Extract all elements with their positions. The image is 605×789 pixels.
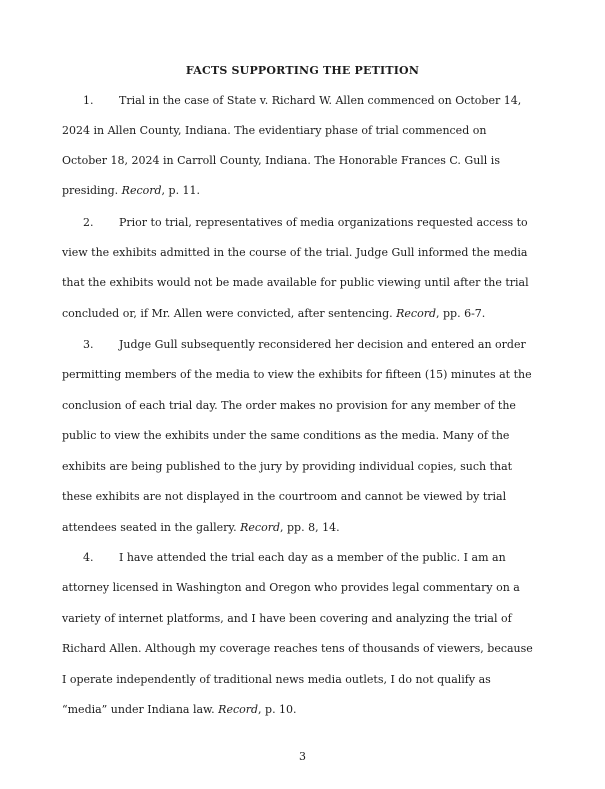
page-number: 3	[299, 750, 306, 763]
paragraph-line: these exhibits are not displayed in the courtroom and cannot be viewed by trial	[62, 490, 507, 503]
paragraph-number: 4.	[83, 551, 94, 564]
paragraph-line: 4. I have attended the trial each day as a member of the public. I am an	[83, 551, 506, 564]
paragraph-line: concluded or, if Mr. Allen were convicted, after sentencing. Record, pp. 6-7.	[62, 307, 486, 320]
paragraph-line: 2024 in Allen County, Indiana. The evidentiary phase of trial commenced on	[62, 124, 487, 137]
paragraph-number: 2.	[83, 216, 94, 229]
record-citation: Record	[240, 521, 281, 534]
paragraph-line: 2. Prior to trial, representatives of media organizations requested access to	[83, 216, 528, 229]
record-citation: Record	[121, 184, 162, 197]
paragraph-number: 1.	[83, 94, 94, 107]
paragraph-line: October 18, 2024 in Carroll County, Indiana. The Honorable Frances C. Gull is	[62, 154, 500, 167]
paragraph-line: I operate independently of traditional news media outlets, I do not qualify as	[62, 673, 491, 686]
paragraph-line: 1. Trial in the case of State v. Richard W. Allen commenced on October 14,	[83, 94, 522, 107]
section-heading: FACTS SUPPORTING THE PETITION	[185, 64, 420, 77]
paragraph-line: variety of internet platforms, and I have been covering and analyzing the trial of	[62, 612, 512, 625]
paragraph-line: exhibits are being published to the jury by providing individual copies, such that	[62, 460, 513, 473]
paragraph-line: that the exhibits would not be made available for public viewing until after the trial	[62, 276, 529, 289]
paragraph-number: 3.	[83, 338, 94, 351]
record-citation: Record	[396, 307, 437, 320]
paragraph-line: Richard Allen. Although my coverage reaches tens of thousands of viewers, because	[62, 642, 533, 655]
paragraph-line: attendees seated in the gallery. Record, pp. 8, 14.	[62, 521, 340, 534]
paragraph-line: attorney licensed in Washington and Oregon who provides legal commentary on a	[62, 581, 520, 594]
paragraph-line: 3. Judge Gull subsequently reconsidered her decision and entered an order	[83, 338, 526, 351]
paragraph-line: presiding. Record, p. 11.	[62, 184, 201, 197]
paragraph-line: “media” under Indiana law. Record, p. 10.	[62, 703, 297, 716]
paragraph-line: conclusion of each trial day. The order makes no provision for any member of the	[62, 399, 516, 412]
paragraph-line: permitting members of the media to view the exhibits for fifteen (15) minutes at the	[62, 368, 532, 381]
paragraph-line: view the exhibits admitted in the course of the trial. Judge Gull informed the media	[62, 246, 528, 259]
paragraph-line: public to view the exhibits under the same conditions as the media. Many of the	[62, 429, 510, 442]
record-citation: Record	[218, 703, 259, 716]
